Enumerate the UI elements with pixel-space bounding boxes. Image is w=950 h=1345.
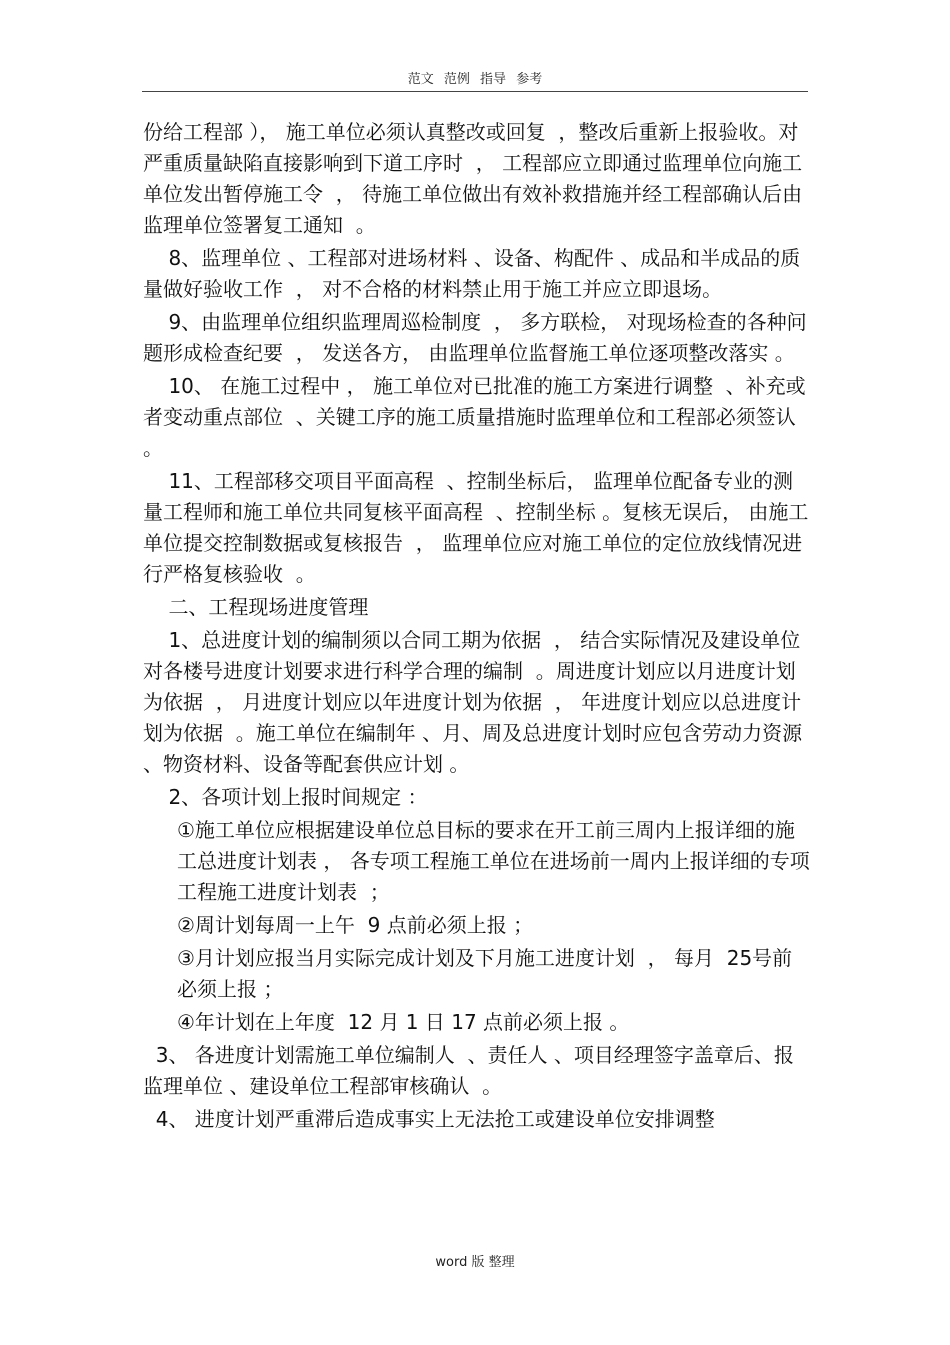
page-header: 范文 范例 指导 参考 (407, 72, 543, 87)
section-heading-progress: 二、工程现场进度管理 (143, 595, 369, 619)
paragraph-progress-2: 2、各项计划上报时间规定 ： (143, 785, 428, 809)
page-footer: word 版 整理 (435, 1255, 515, 1270)
header-divider (142, 91, 808, 92)
paragraph-progress-4: 4、 进度计划严重滞后造成事实上无法抢工或建设单位安排调整 (143, 1107, 715, 1131)
list-item: ②周计划每周一上午 9 点前必须上报 ； (177, 913, 534, 937)
paragraph-1: 份给工程部 ）， 施工单位必须认真整改或回复 ，整改后重新上报验收。对严重质量缺陷直接影响到下道工序时 ， 工程部应立即通过监理单位向施工单位发出暂停施工令 ， 待施工单位做出有效补救措施并经工程部确认后由监理单位签署复工通知 。 (143, 120, 803, 237)
list-item: ①施工单位应根据建设单位总目标的要求在开工前三周内上报详细的施工总进度计划表 ， 各专项工程施工单位在进场前一周内上报详细的专项工程施工进度计划表 ； (177, 818, 810, 904)
document-body (143, 117, 815, 1135)
paragraph-item-8: 8、监理单位 、工程部对进场材料 、设备、构配件 、成品和半成品的质量做好验收工作 ， 对不合格的材料禁止用于施工并应立即退场。 (143, 246, 801, 301)
paragraph-item-11: 11、工程部移交项目平面高程 、控制坐标后， 监理单位配备专业的测量工程师和施工单位共同复核平面高程 、控制坐标 。复核无误后， 由施工单位提交控制数据或复核报告 ， 监理单位应对施工单位的定位放线情况进行严格复核验收 。 (143, 469, 809, 586)
list-item: ③月计划应报当月实际完成计划及下月施工进度计划 ， 每月 25号前必须上报 ； (177, 946, 793, 1001)
paragraph-item-9: 9、由监理单位组织监理周巡检制度 ， 多方联检， 对现场检查的各种问题形成检查纪要 ， 发送各方， 由监理单位监督施工单位逐项整改落实 。 (143, 310, 807, 365)
list-item: ④年计划在上年度 12 月 1 日 17 点前必须上报 。 (177, 1010, 630, 1034)
paragraph-progress-1: 1、总进度计划的编制须以合同工期为依据 ， 结合实际情况及建设单位对各楼号进度计划要求进行科学合理的编制 。周进度计划应以月进度计划为依据 ， 月进度计划应以年进度计划为依据 ， 年进度计划应以总进度计划为依据 。施工单位在编制年 、月、周及总进度计划时应包含劳动力资源 、物资材料、设备等配套供应计划 。 (143, 628, 815, 776)
paragraph-item-10: 10、 在施工过程中 ， 施工单位对已批准的施工方案进行调整 、补充或者变动重点部位 、关键工序的施工质量措施时监理单位和工程部必须签认 。 (143, 374, 806, 460)
paragraph-progress-3: 3、 各进度计划需施工单位编制人 、责任人 、项目经理签字盖章后、报监理单位 、建设单位工程部审核确认 。 (143, 1043, 794, 1098)
